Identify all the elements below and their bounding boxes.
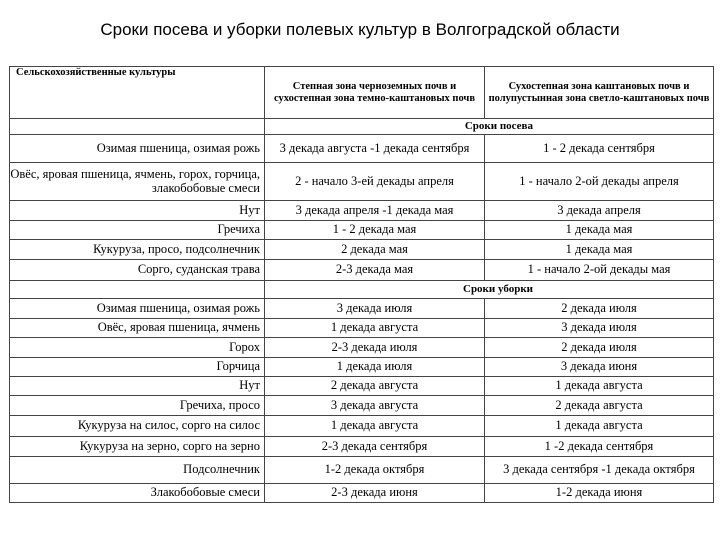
zone1-cell: 2 декада августа xyxy=(265,377,485,396)
crop-cell: Овёс, яровая пшеница, ячмень, горох, горчица, злакобобовые смеси xyxy=(10,163,265,201)
header-zone1: Степная зона черноземных почв и сухостепная зона темно-каштановых почв xyxy=(265,67,485,119)
crop-cell: Злакобобовые смеси xyxy=(10,484,265,503)
zone1-cell: 1 декада августа xyxy=(265,416,485,437)
zone2-cell: 3 декада июля xyxy=(485,319,714,338)
table-row xyxy=(10,338,714,358)
section-sowing: Сроки посева xyxy=(265,119,714,135)
zone1-cell: 3 декада августа xyxy=(265,396,485,416)
section-row xyxy=(10,119,714,135)
table-row xyxy=(10,457,714,484)
table-row xyxy=(10,416,714,437)
crop-cell: Озимая пшеница, озимая рожь xyxy=(10,135,265,163)
table-row xyxy=(10,163,714,201)
zone2-cell: 1 - 2 декада сентября xyxy=(485,135,714,163)
table-row xyxy=(10,396,714,416)
zone2-cell: 1-2 декада июня xyxy=(485,484,714,503)
zone1-cell: 3 декада июля xyxy=(265,299,485,319)
zone1-cell: 2 декада мая xyxy=(265,240,485,260)
section-row xyxy=(10,281,714,299)
zone2-cell: 1 декада августа xyxy=(485,416,714,437)
crop-cell: Нут xyxy=(10,201,265,221)
crop-cell: Сорго, суданская трава xyxy=(10,260,265,281)
crop-cell: Озимая пшеница, озимая рожь xyxy=(10,299,265,319)
header-zone2: Сухостепная зона каштановых почв и полупустынная зона светло-каштановых почв xyxy=(485,67,714,119)
sowing-body xyxy=(10,135,714,281)
zone2-cell: 2 декада июля xyxy=(485,299,714,319)
crop-cell: Подсолнечник xyxy=(10,457,265,484)
crop-cell: Горчица xyxy=(10,358,265,377)
crop-cell: Кукуруза на зерно, сорго на зерно xyxy=(10,437,265,457)
crop-cell: Нут xyxy=(10,377,265,396)
table-row xyxy=(10,260,714,281)
table-row xyxy=(10,358,714,377)
zone1-cell: 1-2 декада октября xyxy=(265,457,485,484)
table-row xyxy=(10,299,714,319)
zone2-cell: 1 -2 декада сентября xyxy=(485,437,714,457)
zone2-cell: 3 декада июня xyxy=(485,358,714,377)
zone2-cell: 3 декада сентября -1 декада октября xyxy=(485,457,714,484)
table-row xyxy=(10,221,714,240)
table-row xyxy=(10,201,714,221)
section-harvest: Сроки уборки xyxy=(265,281,714,299)
crop-cell: Овёс, яровая пшеница, ячмень xyxy=(10,319,265,338)
table-row xyxy=(10,319,714,338)
zone2-cell: 2 декада июля xyxy=(485,338,714,358)
crop-cell: Горох xyxy=(10,338,265,358)
crop-cell: Кукуруза на силос, сорго на силос xyxy=(10,416,265,437)
table-row xyxy=(10,377,714,396)
zone1-cell: 1 декада августа xyxy=(265,319,485,338)
zone2-cell: 2 декада августа xyxy=(485,396,714,416)
table-row xyxy=(10,135,714,163)
schedule-table xyxy=(9,66,714,503)
zone2-cell: 1 декада мая xyxy=(485,240,714,260)
table-row xyxy=(10,484,714,503)
zone2-cell: 1 декада мая xyxy=(485,221,714,240)
header-row xyxy=(10,67,714,119)
zone2-cell: 1 декада августа xyxy=(485,377,714,396)
crop-cell: Кукуруза, просо, подсолнечник xyxy=(10,240,265,260)
header-crops: Сельскохозяйственные культуры xyxy=(10,67,265,119)
zone1-cell: 1 - 2 декада мая xyxy=(265,221,485,240)
zone2-cell: 1 - начало 2-ой декады мая xyxy=(485,260,714,281)
zone1-cell: 1 декада июля xyxy=(265,358,485,377)
zone2-cell: 3 декада апреля xyxy=(485,201,714,221)
zone1-cell: 2 - начало 3-ей декады апреля xyxy=(265,163,485,201)
harvest-body xyxy=(10,299,714,503)
zone1-cell: 2-3 декада июля xyxy=(265,338,485,358)
zone1-cell: 3 декада апреля -1 декада мая xyxy=(265,201,485,221)
table-row xyxy=(10,437,714,457)
zone1-cell: 2-3 декада сентября xyxy=(265,437,485,457)
schedule-table-wrapper xyxy=(9,66,714,503)
zone1-cell: 2-3 декада мая xyxy=(265,260,485,281)
zone1-cell: 3 декада августа -1 декада сентября xyxy=(265,135,485,163)
crop-cell: Гречиха, просо xyxy=(10,396,265,416)
zone1-cell: 2-3 декада июня xyxy=(265,484,485,503)
zone2-cell: 1 - начало 2-ой декады апреля xyxy=(485,163,714,201)
page-title: Сроки посева и уборки полевых культур в Волгоградской области xyxy=(100,20,620,39)
crop-cell: Гречиха xyxy=(10,221,265,240)
table-row xyxy=(10,240,714,260)
